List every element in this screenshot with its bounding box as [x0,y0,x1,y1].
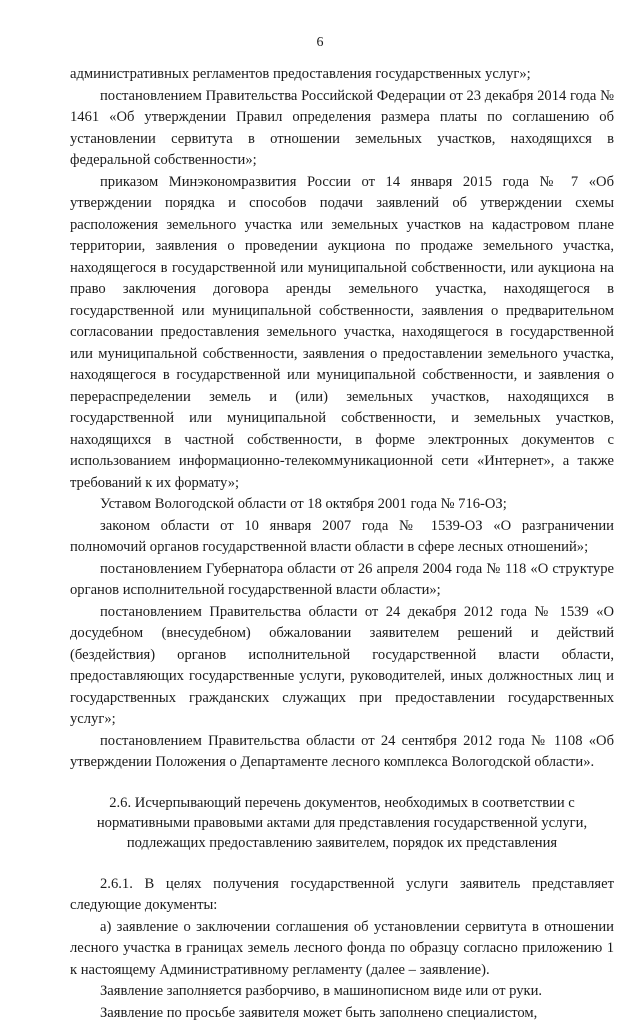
paragraph: 2.6.1. В целях получения государственной услуги заявитель представляет следующие документы: [70,874,614,917]
legal-basis-list [70,64,614,774]
document-body [70,64,614,1024]
paragraph: приказом Минэкономразвития России от 14 января 2015 года № 7 «Об утверждении порядка и способов подачи заявлений об утверждении схемы расположения земельного участка или земельных участков на кадастровом плане территории, заявления о проведении аукциона по продаже земельного участка, находящегося в государственной или муниципальной собственности, или аукциона на право заключения договора аренды земельного участка, находящегося в государственной или муниципальной собственности, заявления о предварительном согласовании предоставления земельного участка, находящегося в государственной или муниципальной собственности, заявления о предоставлении земельного участка, находящегося в государственной или муниципальной собственности, и заявления о перераспределении земель и (или) земельных участков, находящихся в государственной или муниципальной собственности, и земельных участков, находящихся в частной собственности, в форме электронных документов с использованием информационно-телекоммуникационной сети «Интернет», а также требований к их формату»; [70,172,614,495]
section-2-6-body [70,874,614,1024]
paragraph: Уставом Вологодской области от 18 октября 2001 года № 716-ОЗ; [70,494,614,516]
paragraph: постановлением Правительства области от 24 сентября 2012 года № 1108 «Об утверждении Положения о Департаменте лесного комплекса Вологодской области». [70,731,614,774]
section-heading: 2.6. Исчерпывающий перечень документов, необходимых в соответствии с нормативными правовыми актами для представления государственной услуги, подлежащих предоставлению заявителем, порядок их представления [70,793,614,853]
paragraph: постановлением Правительства области от 24 декабря 2012 года № 1539 «О досудебном (внесудебном) обжаловании заявителем решений и действий (бездействия) органов исполнительной государственной власти области, предоставляющих государственные услуги, руководителей, иных должностных лиц и государственных гражданских служащих при предоставлении государственных услуг»; [70,602,614,731]
paragraph: постановлением Правительства Российской Федерации от 23 декабря 2014 года № 1461 «Об утверждении Правил определения размера платы по соглашению об установлении сервитута в отношении земельных участков, находящихся в федеральной собственности»; [70,86,614,172]
paragraph: а) заявление о заключении соглашения об установлении сервитута в отношении лесного участка в границах земель лесного фонда по образцу согласно приложению 1 к настоящему Административному регламенту (далее – заявление). [70,917,614,982]
page-number: 6 [0,35,640,51]
paragraph: Заявление заполняется разборчиво, в машинописном виде или от руки. [70,981,614,1003]
paragraph: законом области от 10 января 2007 года № 1539-ОЗ «О разграничении полномочий органов государственной власти области в сфере лесных отношений»; [70,516,614,559]
paragraph: постановлением Губернатора области от 26 апреля 2004 года № 118 «О структуре органов исполнительной государственной власти области»; [70,559,614,602]
paragraph: Заявление по просьбе заявителя может быть заполнено специалистом, [70,1003,614,1024]
paragraph: административных регламентов предоставления государственных услуг»; [70,64,614,86]
